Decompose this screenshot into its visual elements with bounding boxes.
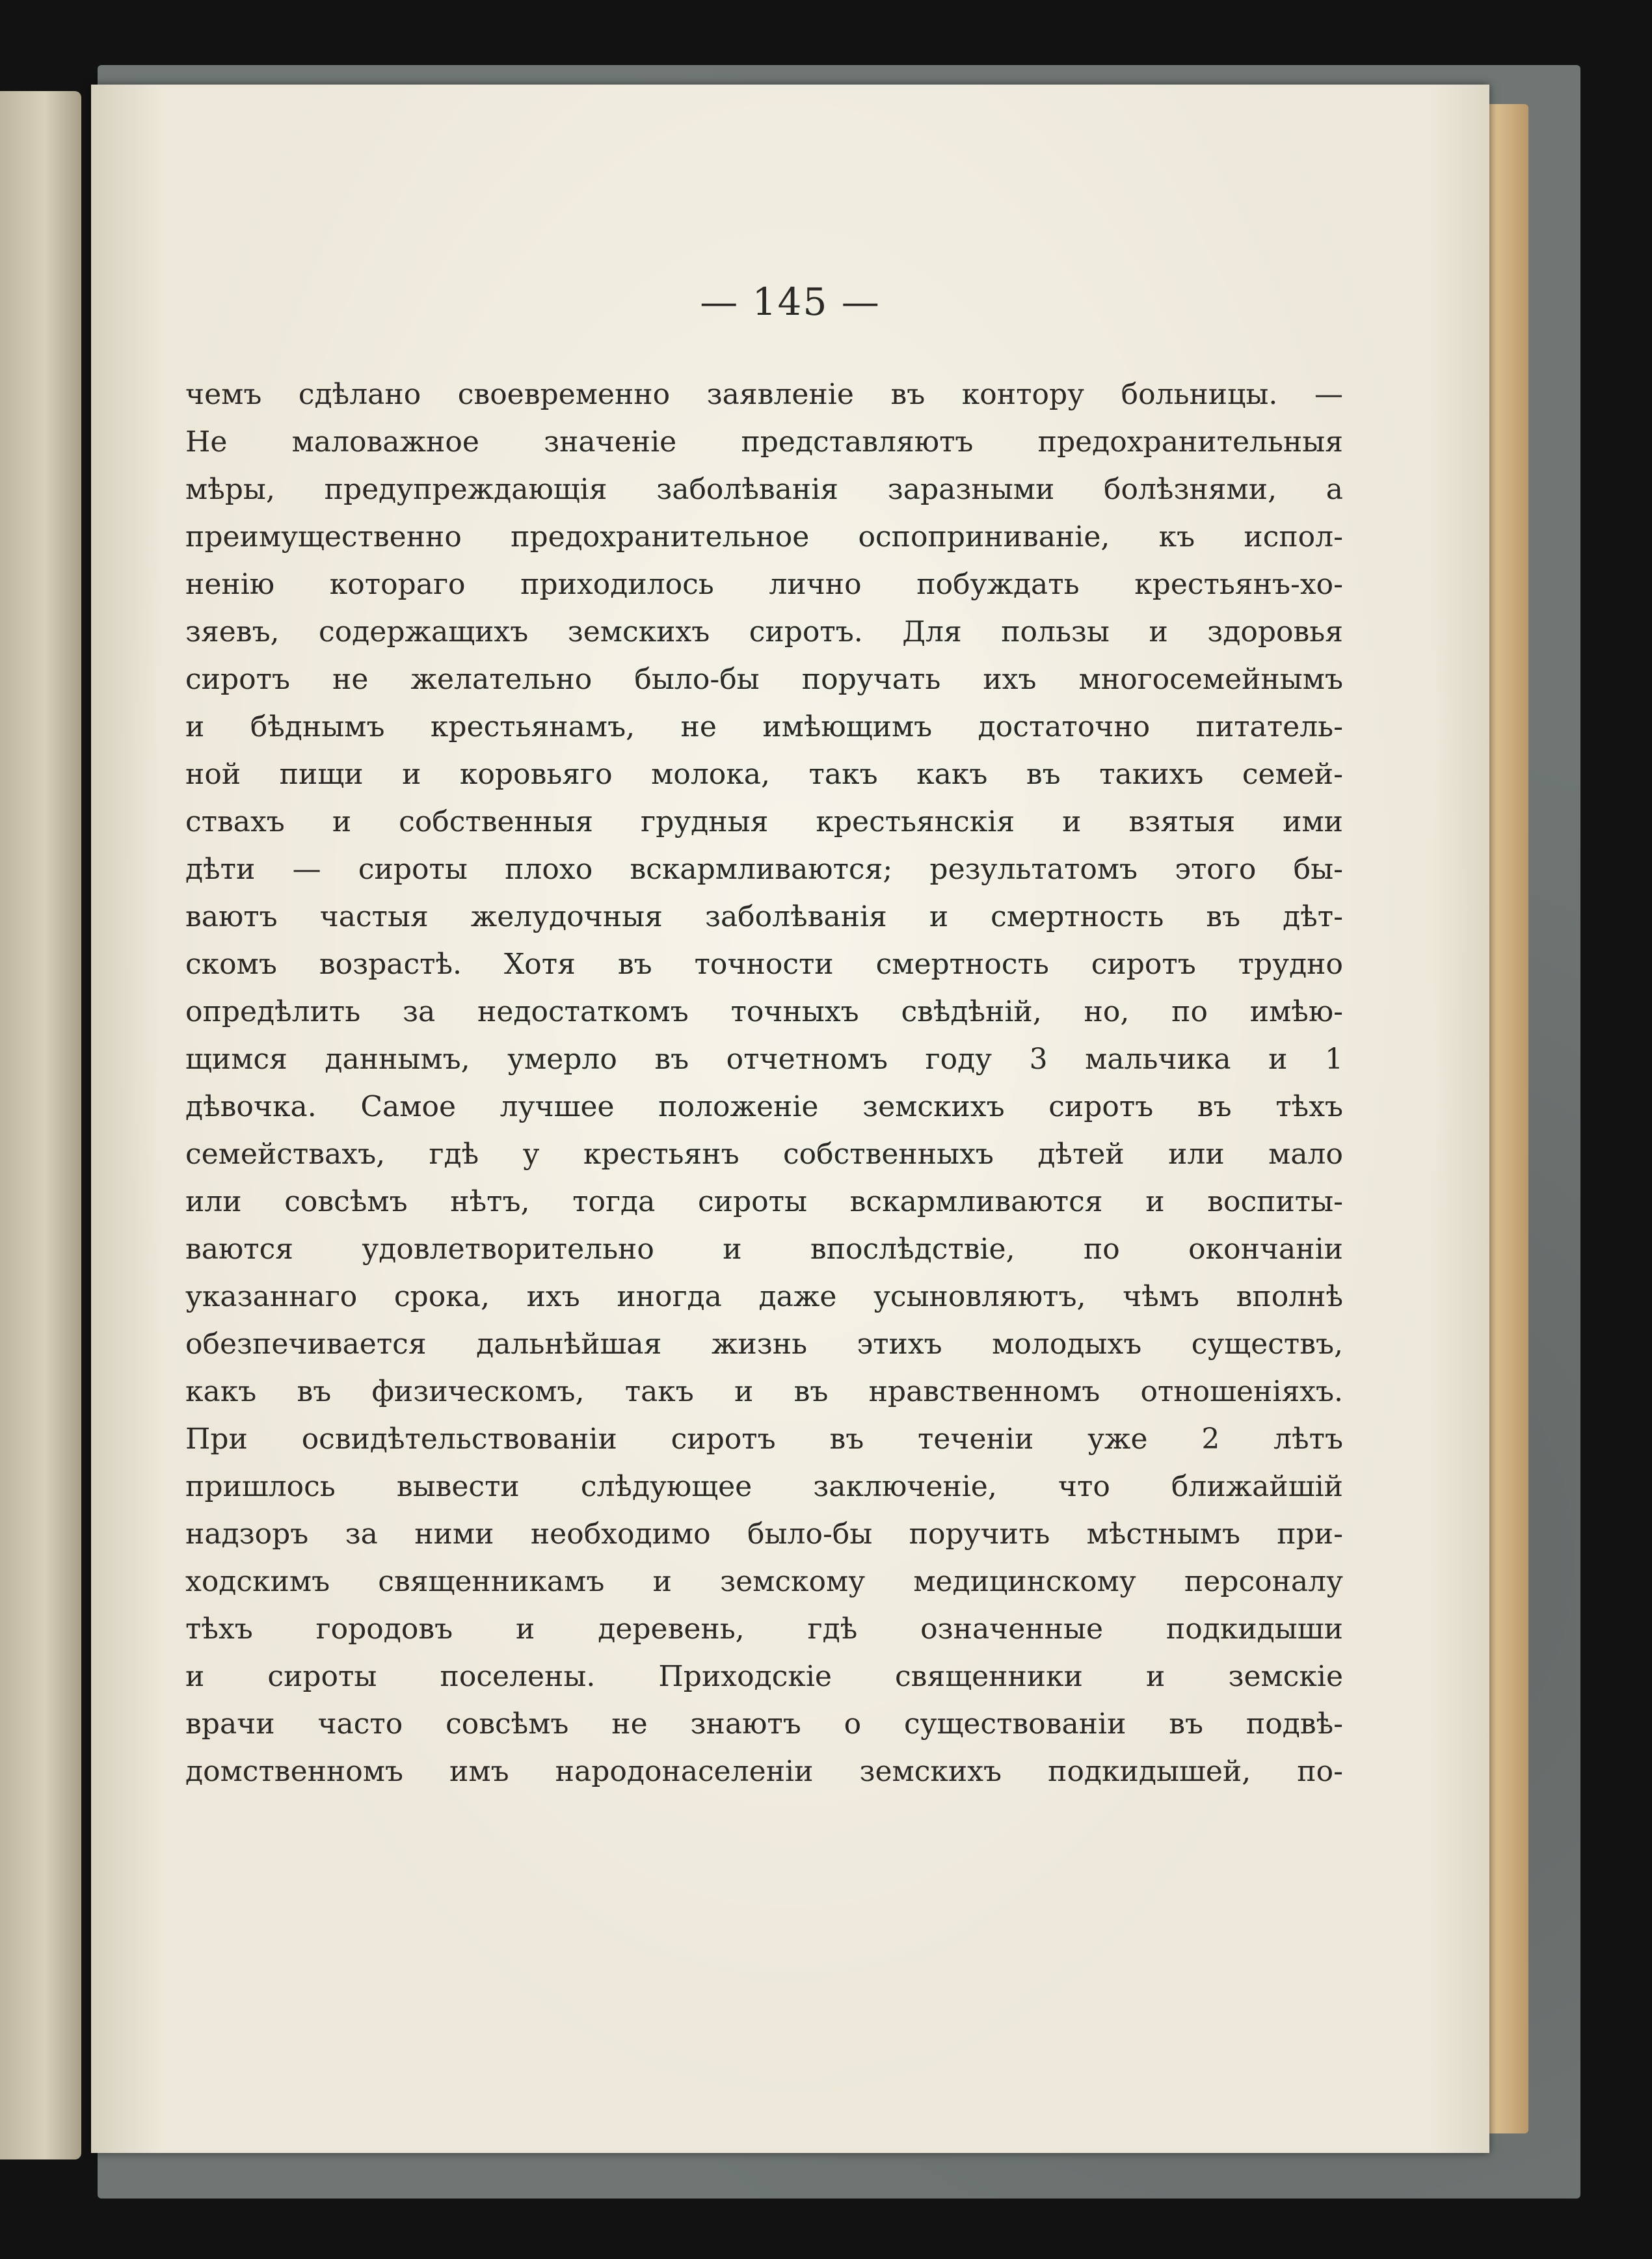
text-line: При освидѣтельствованіи сиротъ въ теченіи уже 2 лѣтъ	[185, 1423, 1343, 1456]
text-line: чемъ сдѣлано своевременно заявленіе въ контору больницы. —	[185, 378, 1343, 411]
page-number: — 145 —	[700, 280, 881, 324]
text-line: ной пищи и коровьяго молока, такъ какъ въ такихъ семей-	[185, 758, 1343, 791]
text-line: или совсѣмъ нѣтъ, тогда сироты вскармливаются и воспиты-	[185, 1185, 1343, 1218]
text-line: скомъ возрастѣ. Хотя въ точности смертность сиротъ трудно	[185, 948, 1343, 981]
text-line: преимущественно предохранительное оспоприниваніе, къ испол-	[185, 520, 1343, 554]
text-line: ненію котораго приходилось лично побуждать крестьянъ-хо-	[185, 568, 1343, 601]
text-line: и бѣднымъ крестьянамъ, не имѣющимъ достаточно питатель-	[185, 710, 1343, 743]
text-line: ваются удовлетворительно и впослѣдствіе, по окончаніи	[185, 1233, 1343, 1266]
previous-page-edge	[0, 91, 81, 2159]
text-line: указаннаго срока, ихъ иногда даже усыновляютъ, чѣмъ вполнѣ	[185, 1280, 1343, 1313]
text-line: щимся даннымъ, умерло въ отчетномъ году 3 мальчика и 1	[185, 1043, 1343, 1076]
text-line: сиротъ не желательно было-бы поручать ихъ многосемейнымъ	[185, 663, 1343, 696]
text-line: дѣти — сироты плохо вскармливаются; результатомъ этого бы-	[185, 853, 1343, 886]
page-body-text	[185, 371, 1343, 1795]
text-line: пришлось вывести слѣдующее заключеніе, что ближайшій	[185, 1470, 1343, 1503]
text-line: Не маловажное значеніе представляютъ предохранительныя	[185, 425, 1343, 459]
text-line: тѣхъ городовъ и деревень, гдѣ означенные подкидыши	[185, 1612, 1343, 1646]
text-line: опредѣлить за недостаткомъ точныхъ свѣдѣній, но, по имѣю-	[185, 995, 1343, 1028]
text-line: и сироты поселены. Приходскіе священники и земскіе	[185, 1660, 1343, 1693]
text-line: ствахъ и собственныя грудныя крестьянскія и взятыя ими	[185, 805, 1343, 838]
text-line: зяевъ, содержащихъ земскихъ сиротъ. Для пользы и здоровья	[185, 615, 1343, 648]
text-line: ходскимъ священникамъ и земскому медицинскому персоналу	[185, 1565, 1343, 1598]
text-line: обезпечивается дальнѣйшая жизнь этихъ молодыхъ существъ,	[185, 1328, 1343, 1361]
text-line: дѣвочка. Самое лучшее положеніе земскихъ сиротъ въ тѣхъ	[185, 1090, 1343, 1123]
text-line: ваютъ частыя желудочныя заболѣванія и смертность въ дѣт-	[185, 900, 1343, 933]
text-line: надзоръ за ними необходимо было-бы поручить мѣстнымъ при-	[185, 1517, 1343, 1551]
text-line: мѣры, предупреждающія заболѣванія заразными болѣзнями, а	[185, 473, 1343, 506]
book-page	[91, 85, 1489, 2153]
text-line: домственномъ имъ народонаселеніи земскихъ подкидышей, по-	[185, 1755, 1343, 1788]
text-line: семействахъ, гдѣ у крестьянъ собственныхъ дѣтей или мало	[185, 1138, 1343, 1171]
text-line: какъ въ физическомъ, такъ и въ нравственномъ отношеніяхъ.	[185, 1375, 1343, 1408]
text-line: врачи часто совсѣмъ не знаютъ о существованіи въ подвѣ-	[185, 1707, 1343, 1741]
